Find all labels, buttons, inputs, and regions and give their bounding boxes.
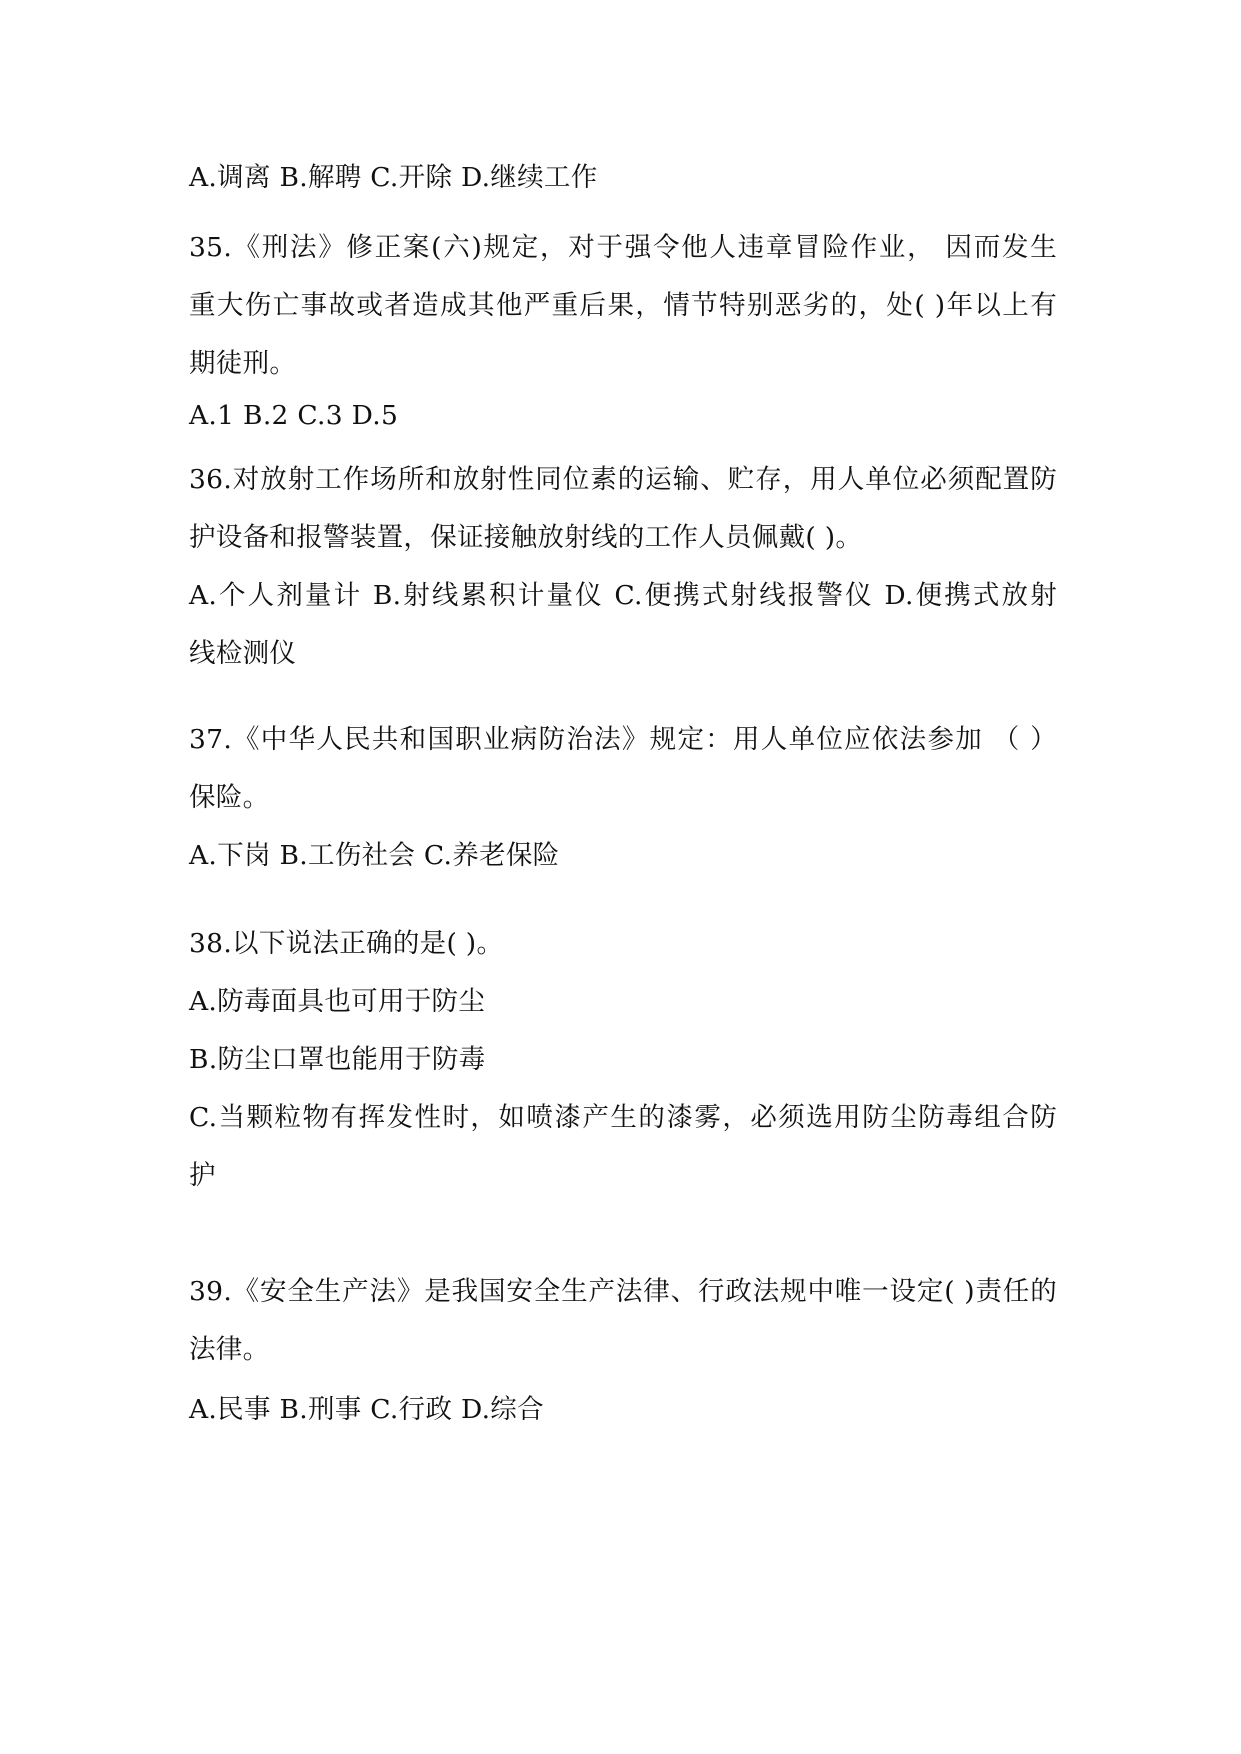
q35-stem-line1: 35.《刑法》修正案(六)规定，对于强令他人违章冒险作业， 因而发生 (189, 232, 1057, 263)
q39-options: A.民事 B.刑事 C.行政 D.综合 (189, 1394, 544, 1425)
q34-options: A.调离 B.解聘 C.开除 D.继续工作 (189, 162, 598, 193)
q37-options: A.下岗 B.工伤社会 C.养老保险 (189, 840, 560, 871)
q38-option-c-line1: C.当颗粒物有挥发性时，如喷漆产生的漆雾，必须选用防尘防毒组合防 (189, 1102, 1057, 1133)
q37-stem-line1: 37.《中华人民共和国职业病防治法》规定：用人单位应依法参加 （ ） (189, 724, 1057, 755)
q36-stem-line1: 36.对放射工作场所和放射性同位素的运输、贮存，用人单位必须配置防 (189, 464, 1057, 495)
q35-stem-line2: 重大伤亡事故或者造成其他严重后果，情节特别恶劣的，处( )年以上有 (189, 290, 1057, 321)
q39-stem-line2: 法律。 (189, 1334, 270, 1365)
q38-option-a: A.防毒面具也可用于防尘 (189, 986, 486, 1017)
q38-stem: 38.以下说法正确的是( )。 (189, 928, 504, 959)
q38-option-c-line2: 护 (189, 1160, 216, 1191)
q36-options-line1: A.个人剂量计 B.射线累积计量仪 C.便携式射线报警仪 D.便携式放射 (189, 580, 1057, 611)
q36-stem-line2: 护设备和报警装置，保证接触放射线的工作人员佩戴( )。 (189, 522, 863, 553)
q39-stem-line1: 39.《安全生产法》是我国安全生产法律、行政法规中唯一设定( )责任的 (189, 1276, 1057, 1307)
q36-options-line2: 线检测仪 (189, 638, 297, 669)
q35-stem-line3: 期徒刑。 (189, 348, 297, 379)
q37-stem-line2: 保险。 (189, 782, 270, 813)
q35-options: A.1 B.2 C.3 D.5 (189, 400, 399, 431)
q38-option-b: B.防尘口罩也能用于防毒 (189, 1044, 486, 1075)
